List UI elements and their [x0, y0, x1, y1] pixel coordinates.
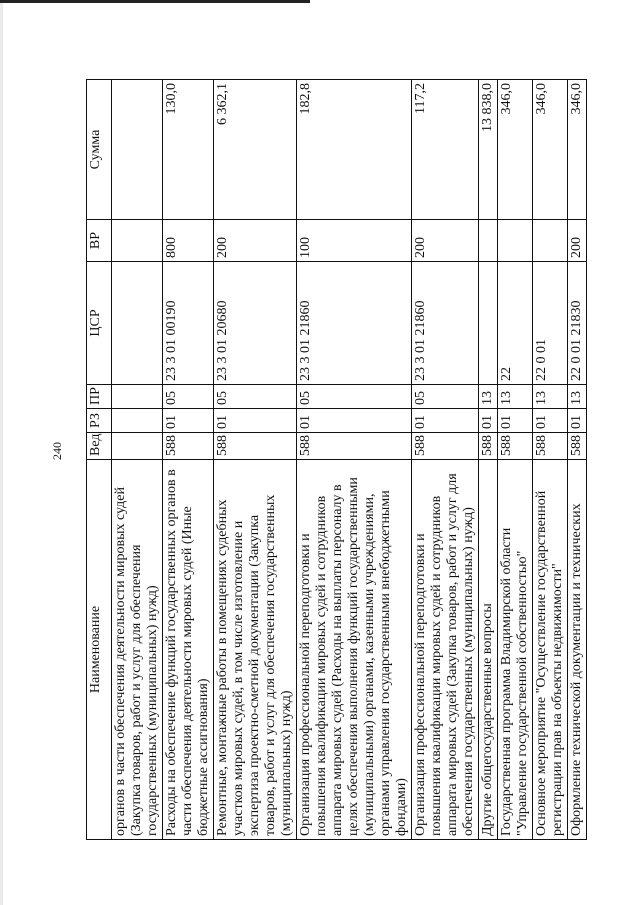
row-name: органов в части обеспечения деятельности мировых судей (Закупка товаров, работ и услуг для обеспечения государственных (муниципальных) нужд)	[112, 460, 163, 840]
row-name: Основное мероприятие "Осуществление государственной регистрации прав на объекты недвижимости"	[533, 460, 568, 840]
row-sum: 346,0	[568, 80, 587, 220]
row-name: Государственная программа Владимирской области "Управление государственной собственностью"	[498, 460, 533, 840]
header-pr: ПР	[87, 385, 112, 409]
table-row	[214, 80, 297, 840]
row-rz: 01	[412, 409, 479, 433]
row-ved: 588	[533, 433, 568, 460]
row-vr	[498, 220, 533, 262]
budget-table	[86, 79, 587, 840]
row-sum: 13 838,0	[479, 80, 498, 220]
row-sum: 182,8	[297, 80, 412, 220]
row-csr: 23 3 01 21860	[297, 262, 412, 385]
row-ved: 588	[412, 433, 479, 460]
row-vr: 800	[163, 220, 214, 262]
row-ved: 588	[479, 433, 498, 460]
row-rz: 01	[568, 409, 587, 433]
row-ved: 588	[498, 433, 533, 460]
table-row	[163, 80, 214, 840]
header-csr: ЦСР	[87, 262, 112, 385]
scan-top-line	[0, 0, 310, 3]
row-csr: 22	[498, 262, 533, 385]
row-rz: 01	[214, 409, 297, 433]
table-row	[297, 80, 412, 840]
scan-edge	[0, 0, 3, 905]
row-rz: 01	[498, 409, 533, 433]
row-vr: 200	[568, 220, 587, 262]
row-vr	[479, 220, 498, 262]
table-row	[412, 80, 479, 840]
row-sum: 117,2	[412, 80, 479, 220]
table-header-row	[87, 80, 112, 840]
row-pr: 13	[533, 385, 568, 409]
row-name: Расходы на обеспечение функций государственных органов в части обеспечения деятельности мировых судей (Иные бюджетные ассигнования)	[163, 460, 214, 840]
row-csr: 23 3 01 20680	[214, 262, 297, 385]
row-ved: 588	[214, 433, 297, 460]
row-sum: 346,0	[533, 80, 568, 220]
budget-table-sheet	[86, 80, 616, 840]
row-vr	[533, 220, 568, 262]
row-rz: 01	[163, 409, 214, 433]
row-vr: 200	[412, 220, 479, 262]
row-name: Организация профессиональной переподготовки и повышения квалификации мировых судей и сотрудников аппарата мировых судей (Расходы на выплаты персоналу в целях обеспечения выполнения функций государственными (муниципальными) органами, казенными учреждениями, органами управления государственными внебюджетными фондами)	[297, 460, 412, 840]
table-row	[112, 80, 163, 840]
row-ved: 588	[297, 433, 412, 460]
row-name: Другие общегосударственные вопросы	[479, 460, 498, 840]
row-pr: 13	[479, 385, 498, 409]
row-ved	[112, 433, 163, 460]
table-row	[533, 80, 568, 840]
row-csr	[112, 262, 163, 385]
header-name: Наименование	[87, 460, 112, 840]
row-sum: 6 362,1	[214, 80, 297, 220]
page-number: 240	[50, 442, 64, 460]
header-vr: ВР	[87, 220, 112, 262]
header-ved: Вед	[87, 433, 112, 460]
row-name: Организация профессиональной переподготовки и повышения квалификации мировых судей и сотрудников аппарата мировых судей (Закупка товаров, работ и услуг для обеспечения государственных (муниципальных) нужд)	[412, 460, 479, 840]
row-csr: 22 0 01	[533, 262, 568, 385]
row-name: Ремонтные, монтажные работы в помещениях судебных участков мировых судей, в том числе изготовление и экспертиза проектно-сметной документации (Закупка товаров, работ и услуг для обеспечения государственных (муниципальных) нужд)	[214, 460, 297, 840]
row-ved: 588	[163, 433, 214, 460]
row-rz: 01	[297, 409, 412, 433]
row-vr	[112, 220, 163, 262]
row-ved: 588	[568, 433, 587, 460]
row-sum	[112, 80, 163, 220]
row-sum: 130,0	[163, 80, 214, 220]
row-rz: 01	[533, 409, 568, 433]
row-name: Оформление технической документации и технических	[568, 460, 587, 840]
header-rz: РЗ	[87, 409, 112, 433]
row-pr	[112, 385, 163, 409]
table-row	[568, 80, 587, 840]
row-pr: 05	[412, 385, 479, 409]
row-rz: 01	[479, 409, 498, 433]
table-row	[498, 80, 533, 840]
row-csr	[479, 262, 498, 385]
row-pr: 05	[297, 385, 412, 409]
row-csr: 23 3 01 21860	[412, 262, 479, 385]
row-csr: 23 3 01 00190	[163, 262, 214, 385]
table-row	[479, 80, 498, 840]
header-sum: Сумма	[87, 80, 112, 220]
row-pr: 05	[163, 385, 214, 409]
row-sum: 346,0	[498, 80, 533, 220]
row-csr: 22 0 01 21830	[568, 262, 587, 385]
row-rz	[112, 409, 163, 433]
row-pr: 13	[498, 385, 533, 409]
row-pr: 05	[214, 385, 297, 409]
row-pr: 13	[568, 385, 587, 409]
row-vr: 200	[214, 220, 297, 262]
row-vr: 100	[297, 220, 412, 262]
